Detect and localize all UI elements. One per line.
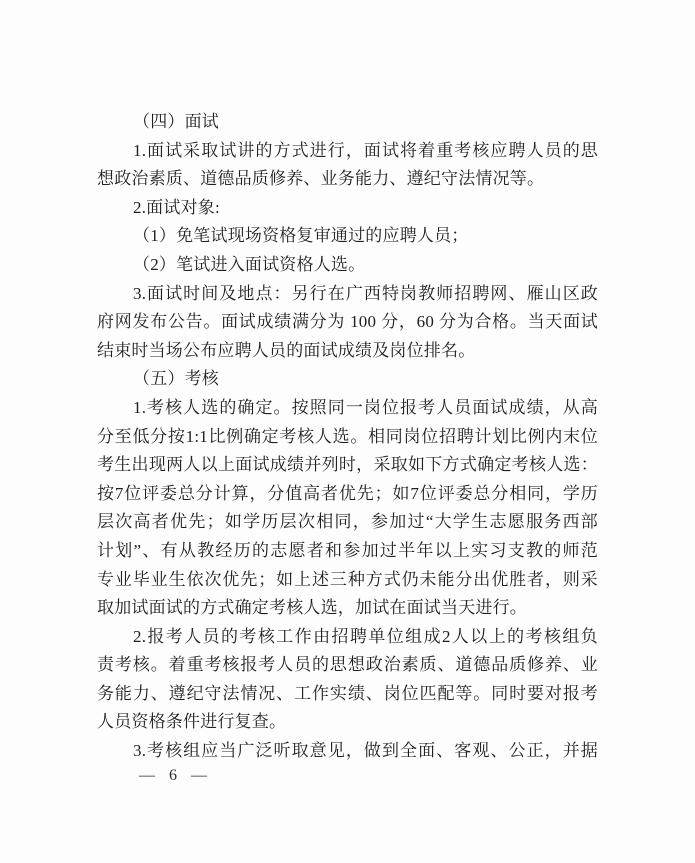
page-number: — 6 — <box>139 767 208 784</box>
text-line: （1）免笔试现场资格复审通过的应聘人员； <box>133 226 469 246</box>
text-line: 结束时当场公布应聘人员的面试成绩及岗位排名。 <box>97 340 476 360</box>
text-line: 1.面试采取试讲的方式进行，面试将着重考核应聘人员的思 <box>133 140 598 160</box>
text-line: 人员资格条件进行复查。 <box>97 712 287 732</box>
text-line: 计划”、有从教经历的志愿者和参加过半年以上实习支教的师范 <box>97 540 598 560</box>
document-body <box>97 108 598 766</box>
text-line: 取加试面试的方式确定考核人选，加试在面试当天进行。 <box>97 598 527 618</box>
text-line: （2）笔试进入面试资格人选。 <box>133 254 366 274</box>
text-line: 想政治素质、道德品质修养、业务能力、遵纪守法情况等。 <box>97 169 545 189</box>
text-line: 责考核。着重考核报考人员的思想政治素质、道德品质修养、业 <box>97 655 598 675</box>
text-line: 分至低分按1:1比例确定考核人选。相同岗位招聘计划比例内末位 <box>97 426 598 446</box>
text-line: 2.面试对象: <box>133 197 220 217</box>
text-line: （五）考核 <box>133 369 219 389</box>
text-line: （四）面试 <box>133 112 219 131</box>
text-line: 按7位评委总分计算，分值高者优先；如7位评委总分相同，学历 <box>97 483 598 503</box>
text-line: 3.面试时间及地点：另行在广西特岗教师招聘网、雁山区政 <box>133 283 598 303</box>
text-line: 2.报考人员的考核工作由招聘单位组成2人以上的考核组负 <box>133 626 598 646</box>
text-line: 层次高者优先；如学历层次相同，参加过“大学生志愿服务西部 <box>97 512 598 532</box>
text-line: 务能力、遵纪守法情况、工作实绩、岗位匹配等。同时要对报考 <box>97 683 598 703</box>
text-line: 3.考核组应当广泛听取意见，做到全面、客观、公正，并据 <box>133 741 598 761</box>
text-line: 府网发布公告。面试成绩满分为 100 分，60 分为合格。当天面试 <box>97 312 598 332</box>
text-line: 考生出现两人以上面试成绩并列时，采取如下方式确定考核人选： <box>97 455 598 475</box>
text-line: 1.考核人选的确定。按照同一岗位报考人员面试成绩，从高 <box>133 397 598 417</box>
text-line: 专业毕业生依次优先；如上述三种方式仍未能分出优胜者，则采 <box>97 569 598 589</box>
